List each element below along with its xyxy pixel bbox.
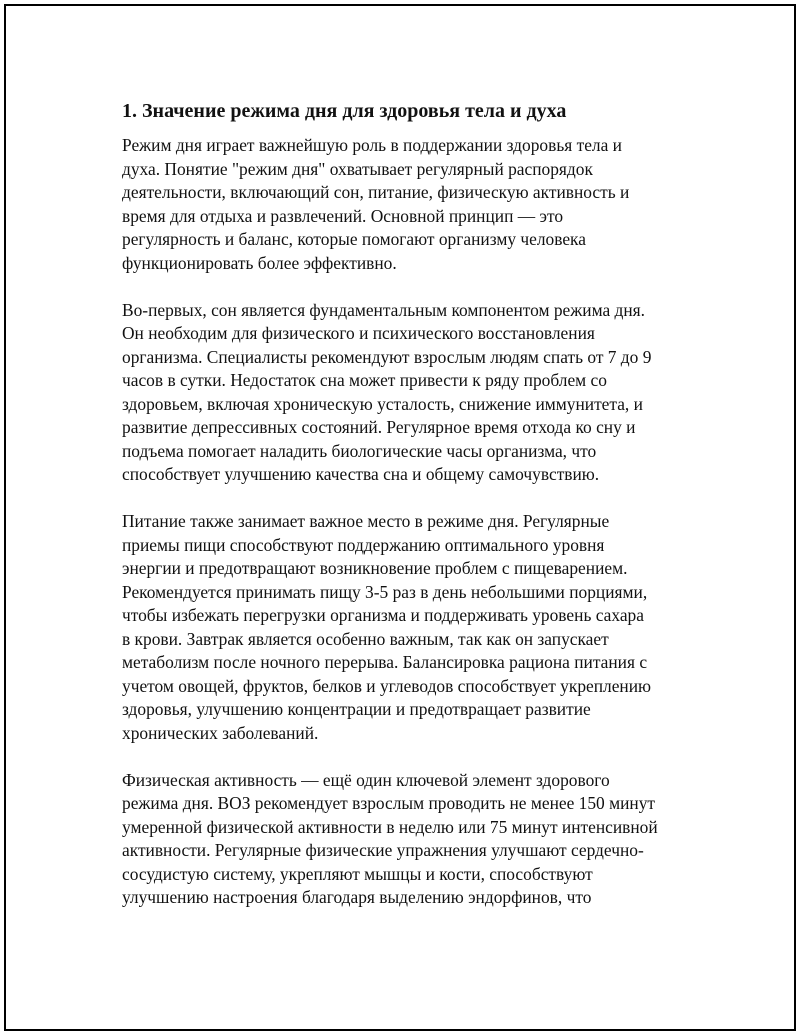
- paragraph-nutrition: Питание также занимает важное место в режиме дня. Регулярные приемы пищи способствуют поддержанию оптимального уровня энергии и предотвращают возникновение проблем с пищеварением. Рекомендуется принимать пищу 3-5 раз в день небольшими порциями, чтобы избежать перегрузки организма и поддерживать уровень сахара в крови. Завтрак является особенно важным, так как он запускает метаболизм после ночного перерыва. Балансировка рациона питания с учетом овощей, фруктов, белков и углеводов способствует укреплению здоровья, улучшению концентрации и предотвращает развитие хронических заболеваний.: [122, 511, 652, 743]
- section-heading: 1. Значение режима дня для здоровья тела и духа: [122, 100, 567, 122]
- page-frame: [4, 4, 796, 1031]
- document-body: [122, 98, 697, 933]
- paragraph-activity: Физическая активность — ещё один ключевой элемент здорового режима дня. ВОЗ рекомендует взрослым проводить не менее 150 минут умеренной физической активности в неделю или 75 минут интенсивной активности. Регулярные физические упражнения улучшают сердечно- сосудистую систему, укрепляют мышцы и кости, способствуют улучшению настроения благодаря выделению эндорфинов, что: [122, 769, 658, 907]
- paragraph-sleep: Во-первых, сон является фундаментальным компонентом режима дня. Он необходим для физического и психического восстановления организма. Специалисты рекомендуют взрослым людям спать от 7 до 9 часов в сутки. Недостаток сна может привести к ряду проблем со здоровьем, включая хроническую усталость, снижение иммунитета, и развитие депрессивных состояний. Регулярное время отхода ко сну и подъема помогает наладить биологические часы организма, что способствует улучшению качества сна и общему самочувствию.: [122, 299, 652, 484]
- paragraph-intro: Режим дня играет важнейшую роль в поддержании здоровья тела и духа. Понятие "режим дня" охватывает регулярный распорядок деятельности, включающий сон, питание, физическую активность и время для отдыха и развлечений. Основной принцип — это регулярность и баланс, которые помогают организму человека функционировать более эффективно.: [122, 135, 630, 273]
